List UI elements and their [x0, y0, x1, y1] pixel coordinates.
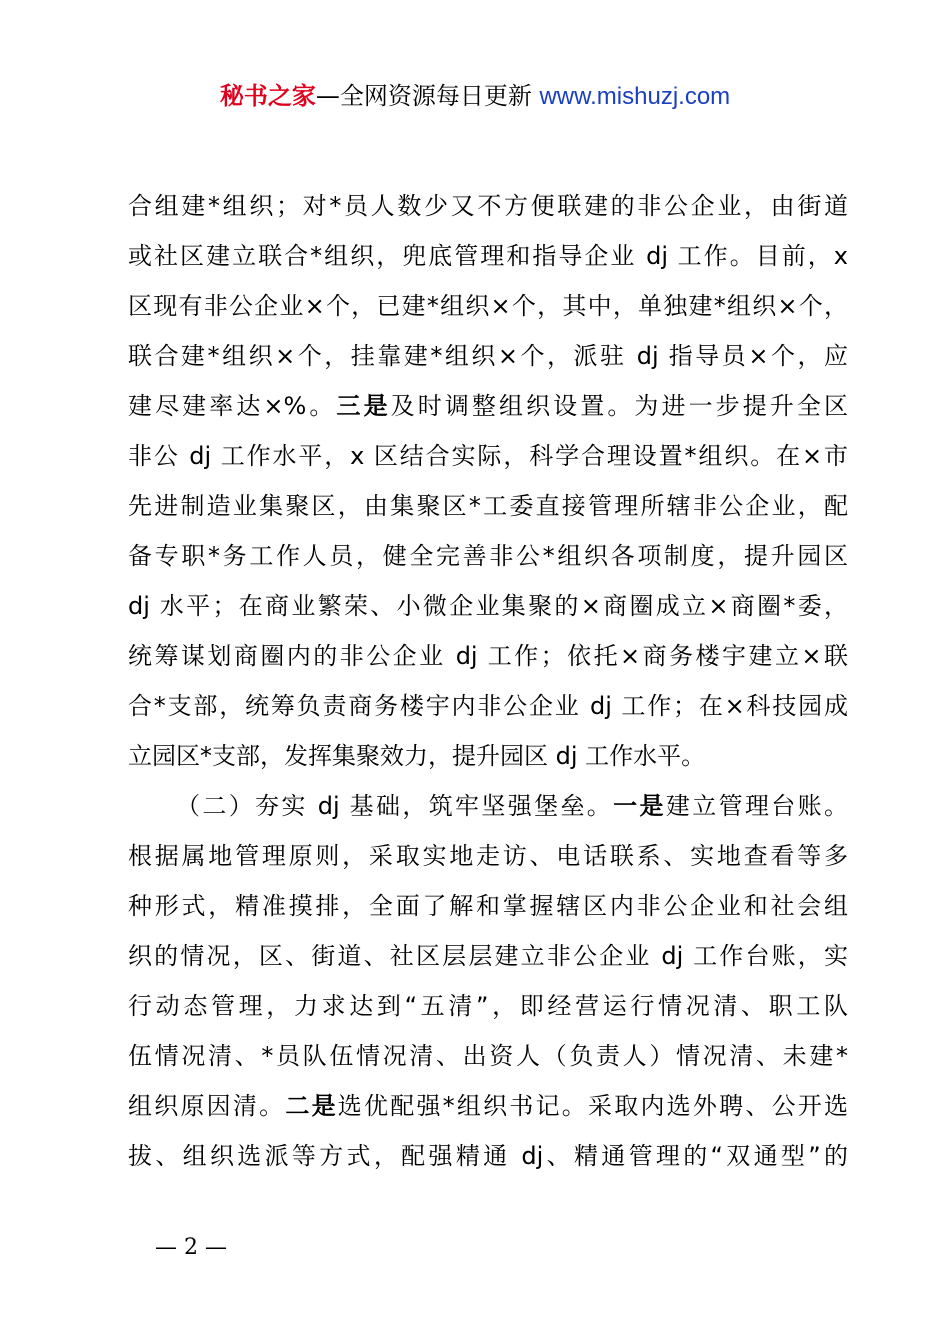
- text-run: 或社区建立联合*组织，兜底管理和指导企业 dj 工作。目前，x: [128, 242, 848, 270]
- text-line: [128, 381, 848, 431]
- text-run: 根据属地管理原则，采取实地走访、电话联系、实地查看等多: [128, 842, 848, 870]
- text-run: 联合建*组织×个，挂靠建*组织×个，派驻 dj 指导员×个，应: [128, 342, 848, 370]
- brand-name: 秘书之家: [219, 82, 316, 110]
- bold-marker: 一是: [613, 792, 666, 820]
- text-line: [128, 981, 848, 1031]
- text-run: 组织原因清。: [128, 1092, 286, 1120]
- text-run: 织的情况，区、街道、社区层层建立非公企业 dj 工作台账，实: [128, 942, 848, 970]
- text-run: 选优配强*组织书记。采取内选外聘、公开选: [337, 1092, 849, 1120]
- text-run: 立园区*支部，发挥集聚效力，提升园区 dj 工作水平。: [128, 742, 706, 770]
- text-run: 建立管理台账。: [665, 792, 849, 820]
- document-body: [128, 181, 848, 1181]
- text-run: 备专职*务工作人员，健全完善非公*组织各项制度，提升园区: [128, 542, 848, 570]
- text-line: [128, 481, 848, 531]
- text-line: [128, 231, 848, 281]
- text-line: [128, 331, 848, 381]
- banner-tagline: —全网资源每日更新: [315, 82, 540, 110]
- bold-marker: 三是: [336, 392, 391, 420]
- text-run: 区现有非公企业×个，已建*组织×个，其中，单独建*组织×个，: [128, 292, 848, 320]
- text-run: 伍情况清、*员队伍情况清、出资人（负责人）情况清、未建*: [128, 1042, 848, 1070]
- text-line: [128, 881, 848, 931]
- site-url-link[interactable]: www.mishuzj.com: [539, 83, 731, 110]
- text-line: [128, 431, 848, 481]
- text-run: 拔、组织选派等方式，配强精通 dj、精通管理的“双通型”的: [128, 1142, 848, 1170]
- text-run: dj 水平；在商业繁荣、小微企业集聚的×商圈成立×商圈*委，: [128, 592, 848, 620]
- text-line: [128, 1131, 848, 1181]
- text-run: 行动态管理，力求达到“五清”，即经营运行情况清、职工队: [128, 992, 848, 1020]
- text-run: 种形式，精准摸排，全面了解和掌握辖区内非公企业和社会组: [128, 892, 848, 920]
- text-line: [128, 831, 848, 881]
- site-banner: [0, 78, 950, 115]
- text-line: [128, 631, 848, 681]
- text-run: 统筹谋划商圈内的非公企业 dj 工作；依托×商务楼宇建立×联: [128, 642, 848, 670]
- text-line: [128, 281, 848, 331]
- text-run: 合组建*组织；对*员人数少又不方便联建的非公企业，由街道: [128, 192, 848, 220]
- text-line: [128, 781, 848, 831]
- text-run: 先进制造业集聚区，由集聚区*工委直接管理所辖非公企业，配: [128, 492, 848, 520]
- text-run: 建尽建率达×%。: [128, 392, 337, 420]
- text-line: [128, 581, 848, 631]
- text-run: （二）夯实 dj 基础，筑牢坚强堡垒。: [176, 792, 614, 820]
- text-run: 非公 dj 工作水平，x 区结合实际，科学合理设置*组织。在×市: [128, 442, 848, 470]
- text-run: 合*支部，统筹负责商务楼宇内非公企业 dj 工作；在×科技园成: [128, 692, 848, 720]
- text-line: [128, 931, 848, 981]
- text-line: [128, 181, 848, 231]
- text-line: [128, 681, 848, 731]
- page-number: — 2 —: [155, 1235, 227, 1260]
- text-line: [128, 531, 848, 581]
- text-line: [128, 731, 848, 781]
- bold-marker: 二是: [285, 1092, 338, 1120]
- text-line: [128, 1081, 848, 1131]
- text-run: 及时调整组织设置。为进一步提升全区: [390, 392, 849, 420]
- text-line: [128, 1031, 848, 1081]
